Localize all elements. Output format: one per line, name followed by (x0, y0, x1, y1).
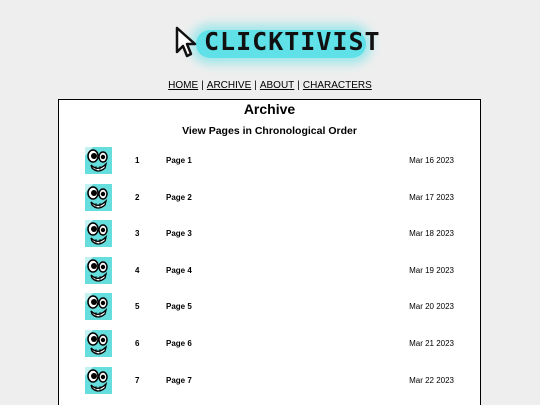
page-date: Mar 21 2023 (409, 339, 454, 348)
page-number: 5 (135, 302, 140, 312)
nav-separator: | (201, 80, 204, 91)
nav-separator: | (297, 80, 300, 91)
archive-row[interactable] (59, 330, 480, 360)
page-thumbnail[interactable] (85, 220, 112, 247)
archive-row[interactable] (59, 220, 480, 250)
nav-separator: | (254, 80, 257, 91)
page-title-link[interactable]: Page 1 (166, 156, 192, 165)
page-subtitle: View Pages in Chronological Order (182, 125, 357, 137)
logo-text: CLICKTIVIST (204, 27, 381, 56)
page-title: Archive (243, 101, 296, 117)
page-number: 7 (135, 375, 140, 385)
page-number: 1 (135, 156, 140, 165)
archive-row[interactable] (59, 184, 480, 214)
page-number: 3 (135, 229, 140, 239)
page-title-link[interactable]: Page 2 (166, 192, 192, 202)
page-thumbnail[interactable] (85, 330, 112, 357)
page-thumbnail[interactable] (85, 184, 112, 211)
nav-archive-link[interactable]: ARCHIVE (206, 80, 252, 91)
archive-row[interactable] (59, 147, 480, 177)
page-number: 2 (135, 192, 140, 202)
page-date: Mar 19 2023 (409, 265, 454, 275)
archive-row[interactable] (59, 257, 480, 287)
page-number: 6 (135, 339, 140, 348)
archive-row[interactable] (59, 367, 480, 397)
page-thumbnail[interactable] (85, 367, 112, 394)
archive-row[interactable] (59, 293, 480, 323)
nav-home-link[interactable]: HOME (168, 80, 199, 91)
page-title-link[interactable]: Page 3 (166, 229, 192, 239)
page-date: Mar 17 2023 (409, 192, 454, 202)
page-title-link[interactable]: Page 4 (166, 265, 192, 275)
archive-panel (58, 99, 481, 405)
page-title-link[interactable]: Page 7 (166, 375, 192, 385)
page-title-link[interactable]: Page 5 (166, 302, 192, 312)
nav-characters-link[interactable]: CHARACTERS (302, 80, 372, 91)
page-number: 4 (135, 265, 140, 275)
page-thumbnail[interactable] (85, 147, 112, 174)
site-logo[interactable] (174, 22, 381, 62)
page-date: Mar 16 2023 (409, 156, 454, 165)
page-thumbnail[interactable] (85, 257, 112, 284)
page-date: Mar 18 2023 (409, 229, 454, 239)
nav-about-link[interactable]: ABOUT (259, 80, 295, 91)
page-thumbnail[interactable] (85, 293, 112, 320)
page-title-link[interactable]: Page 6 (166, 339, 192, 348)
page-date: Mar 22 2023 (409, 375, 454, 385)
cursor-arrow-icon (174, 26, 198, 58)
main-nav (0, 80, 540, 91)
page-date: Mar 20 2023 (409, 302, 454, 312)
